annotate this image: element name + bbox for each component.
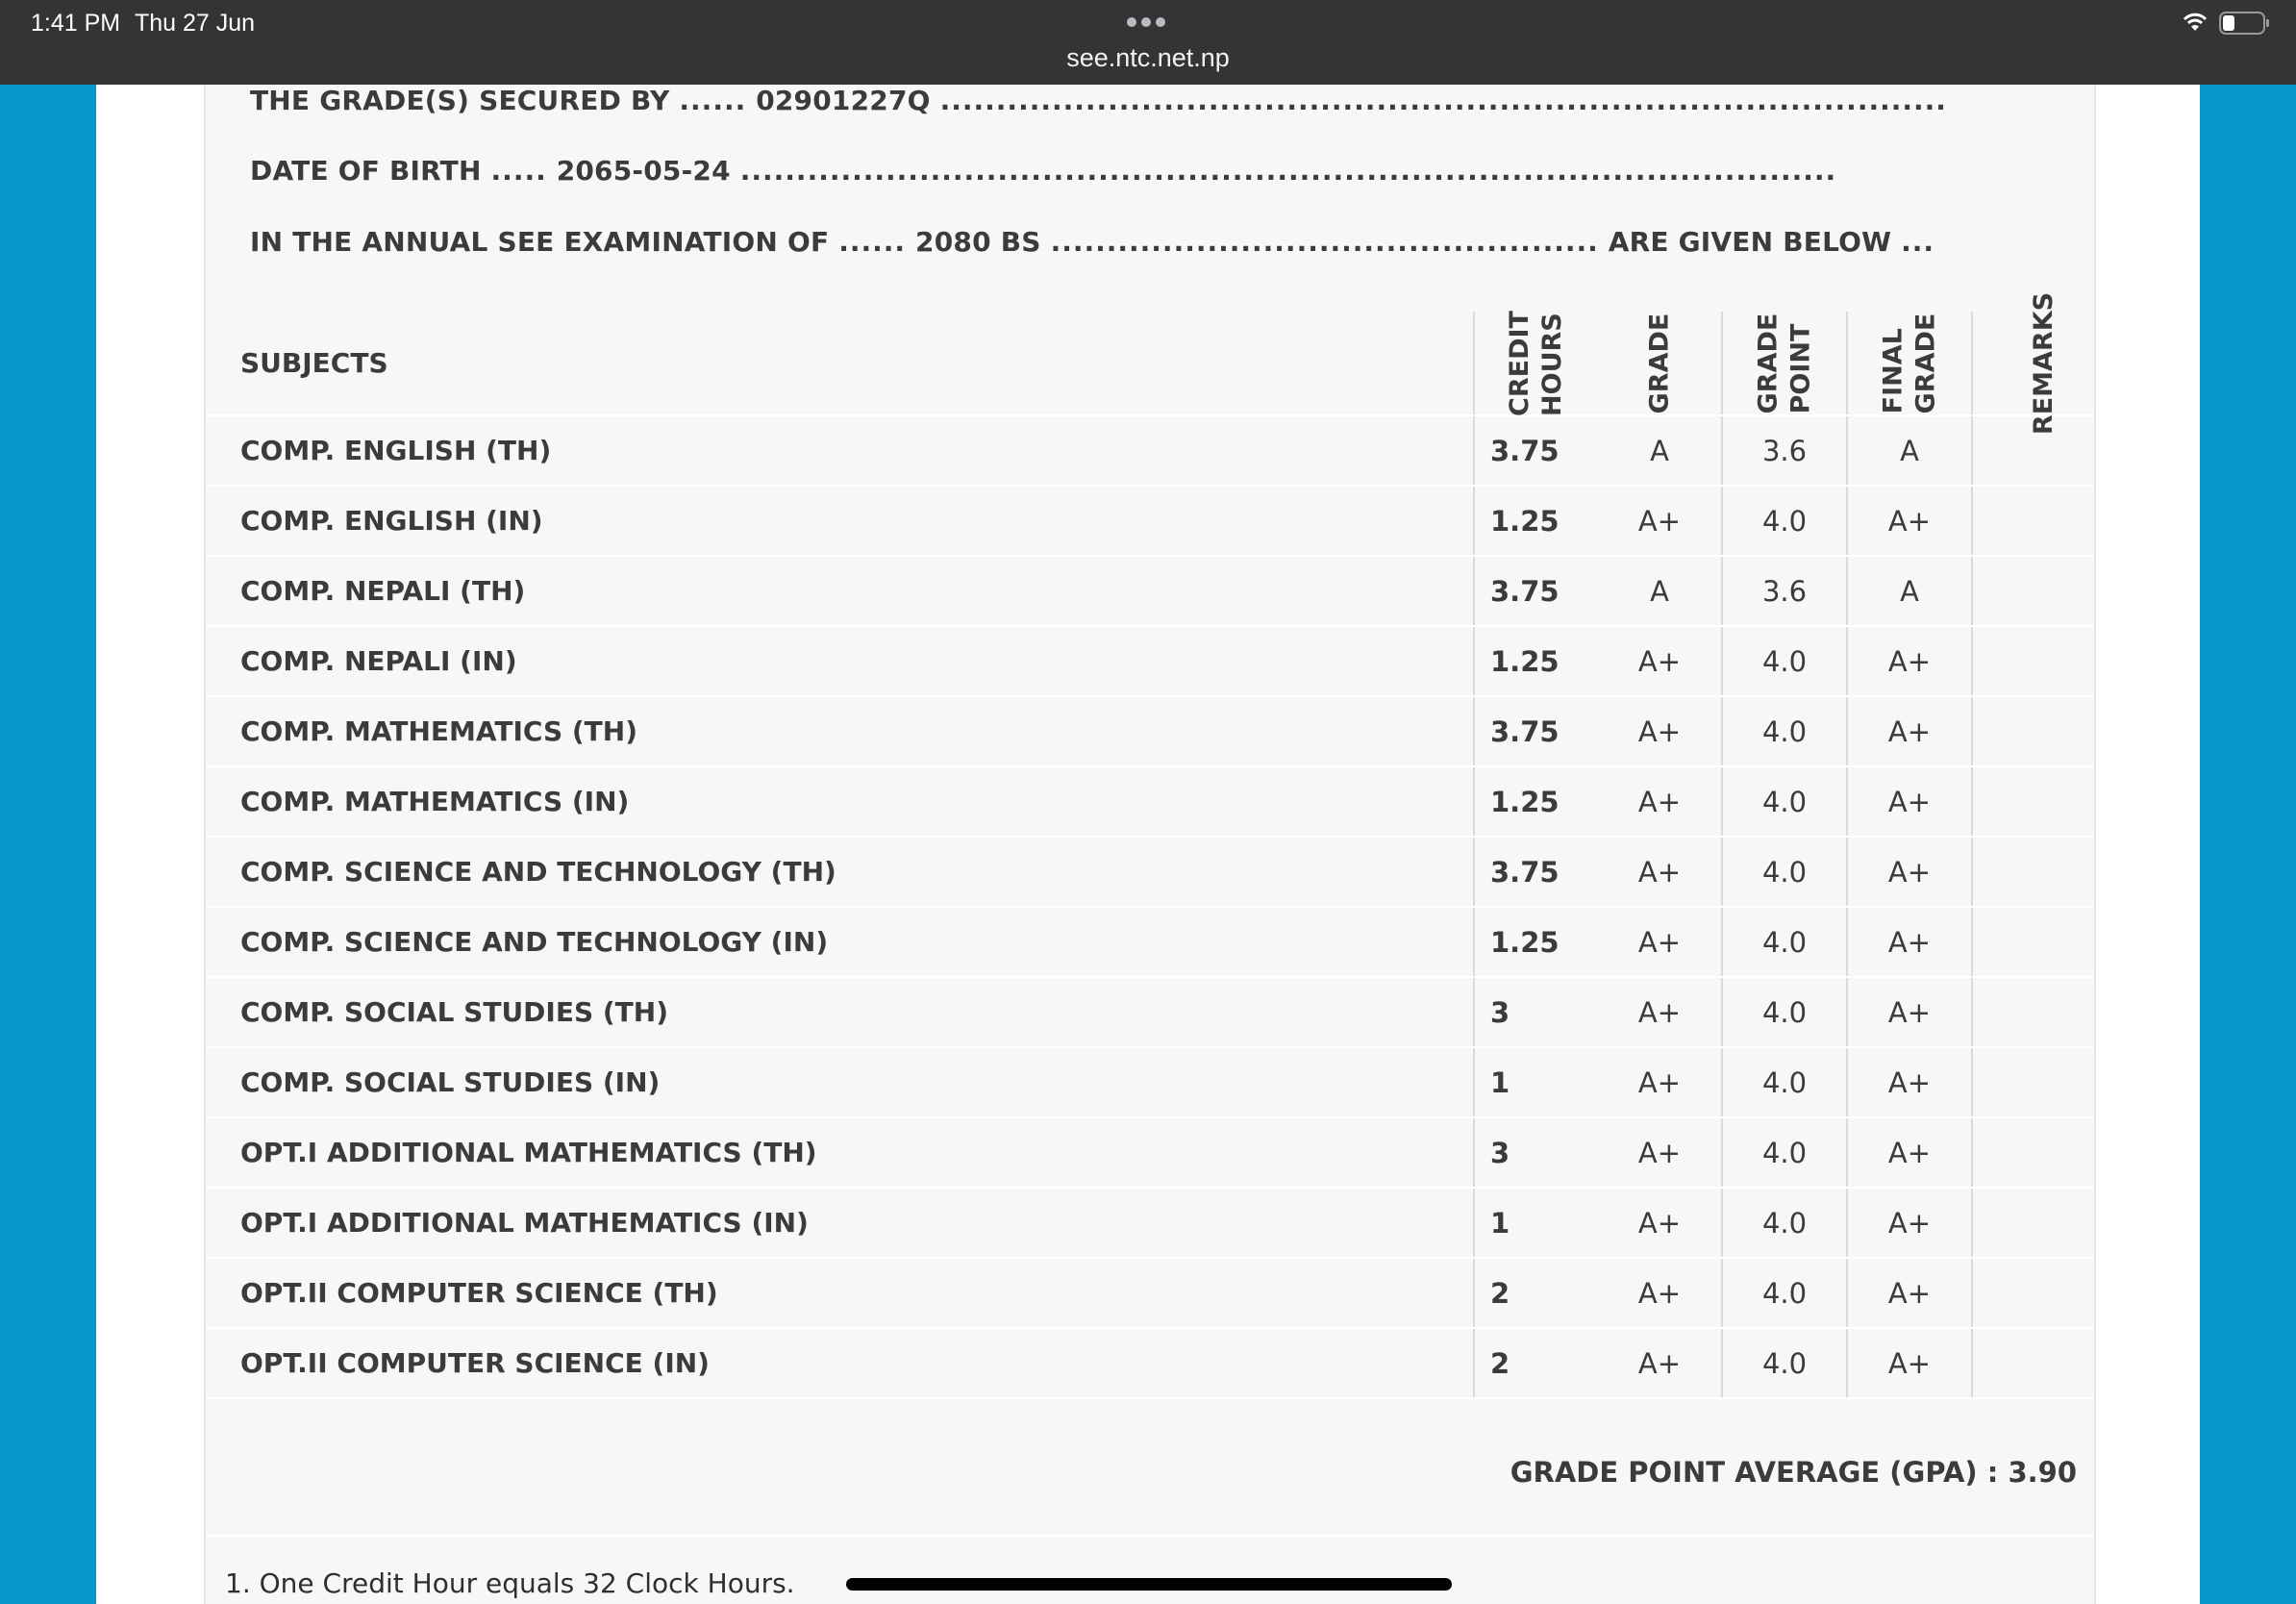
home-indicator[interactable] <box>846 1578 1452 1591</box>
web-page <box>96 85 2200 1604</box>
table-row <box>206 1258 2094 1328</box>
subject-cell: COMP. SOCIAL STUDIES (IN) <box>206 1047 1474 1117</box>
final-grade-cell: A+ <box>1847 1328 1972 1398</box>
dob-value: 2065-05-24 <box>556 155 731 187</box>
table-row <box>206 1047 2094 1117</box>
result-panel <box>204 85 2096 1604</box>
status-date: Thu 27 Jun <box>135 10 256 37</box>
leader-dots: ...... <box>679 85 747 116</box>
grade-cell: A+ <box>1598 1258 1722 1328</box>
subject-cell: OPT.II COMPUTER SCIENCE (IN) <box>206 1328 1474 1398</box>
subject-cell: COMP. NEPALI (TH) <box>206 556 1474 626</box>
final-grade-cell: A+ <box>1847 696 1972 766</box>
gpa-summary: GRADE POINT AVERAGE (GPA) : 3.90 <box>1510 1456 2077 1489</box>
grade-point-cell: 4.0 <box>1722 766 1847 837</box>
header-subjects: SUBJECTS <box>206 312 1474 415</box>
credit-hours-cell: 1.25 <box>1474 626 1598 696</box>
remarks-cell <box>1972 1188 2094 1258</box>
remarks-cell <box>1972 1258 2094 1328</box>
remarks-cell <box>1972 696 2094 766</box>
final-grade-cell: A+ <box>1847 1047 1972 1117</box>
wifi-icon <box>2181 10 2209 33</box>
dob-label: DATE OF BIRTH <box>250 155 482 187</box>
grade-point-cell: 4.0 <box>1722 837 1847 907</box>
table-row <box>206 1188 2094 1258</box>
header-grade-point: GRADE POINT <box>1753 313 1815 414</box>
grade-cell: A+ <box>1598 907 1722 977</box>
leader-dots: .................................................................................................. <box>739 155 1837 187</box>
remarks-cell <box>1972 766 2094 837</box>
remarks-cell <box>1972 486 2094 556</box>
subject-cell: COMP. MATHEMATICS (TH) <box>206 696 1474 766</box>
subject-cell: COMP. SCIENCE AND TECHNOLOGY (IN) <box>206 907 1474 977</box>
credit-hours-cell: 2 <box>1474 1328 1598 1398</box>
grade-cell: A+ <box>1598 1328 1722 1398</box>
grade-cell: A+ <box>1598 626 1722 696</box>
remarks-cell <box>1972 977 2094 1047</box>
header-final-grade: FINAL GRADE <box>1878 313 1940 414</box>
header-remarks: REMARKS <box>2029 291 2059 436</box>
final-grade-cell: A+ <box>1847 1258 1972 1328</box>
final-grade-cell: A+ <box>1847 626 1972 696</box>
grade-point-cell: 4.0 <box>1722 1328 1847 1398</box>
grade-cell: A+ <box>1598 1117 1722 1188</box>
grade-cell: A+ <box>1598 977 1722 1047</box>
address-bar-url[interactable]: see.ntc.net.np <box>1066 43 1230 72</box>
leader-dots: .......................................................................................... <box>939 85 1947 116</box>
remarks-cell <box>1972 1117 2094 1188</box>
final-grade-cell: A <box>1847 556 1972 626</box>
credit-hours-cell: 3.75 <box>1474 837 1598 907</box>
grades-table <box>206 291 2094 1399</box>
credit-hours-cell: 3 <box>1474 1117 1598 1188</box>
grade-cell: A <box>1598 415 1722 486</box>
grade-cell: A+ <box>1598 486 1722 556</box>
exam-suffix: ARE GIVEN BELOW <box>1608 226 1892 258</box>
credit-hours-cell: 3.75 <box>1474 696 1598 766</box>
credit-hour-note: 1. One Credit Hour equals 32 Clock Hours. <box>225 1567 795 1599</box>
grade-cell: A+ <box>1598 696 1722 766</box>
grade-point-cell: 4.0 <box>1722 486 1847 556</box>
grade-point-cell: 3.6 <box>1722 415 1847 486</box>
credit-hours-cell: 3.75 <box>1474 415 1598 486</box>
symbol-number: 02901227Q <box>756 85 931 116</box>
subject-cell: COMP. MATHEMATICS (IN) <box>206 766 1474 837</box>
leader-dots: ..... <box>490 155 547 187</box>
remarks-cell <box>1972 1328 2094 1398</box>
table-row <box>206 837 2094 907</box>
grade-cell: A <box>1598 556 1722 626</box>
grades-secured-line <box>250 85 1947 116</box>
final-grade-cell: A+ <box>1847 766 1972 837</box>
final-grade-cell: A+ <box>1847 977 1972 1047</box>
grade-point-cell: 4.0 <box>1722 1047 1847 1117</box>
header-credit-hours: CREDIT HOURS <box>1505 310 1567 416</box>
table-row <box>206 415 2094 486</box>
grade-cell: A+ <box>1598 1188 1722 1258</box>
final-grade-cell: A+ <box>1847 837 1972 907</box>
table-row <box>206 1117 2094 1188</box>
credit-hours-cell: 1 <box>1474 1047 1598 1117</box>
grade-cell: A+ <box>1598 1047 1722 1117</box>
table-row <box>206 486 2094 556</box>
table-row <box>206 696 2094 766</box>
credit-hours-cell: 2 <box>1474 1258 1598 1328</box>
subject-cell: COMP. SOCIAL STUDIES (TH) <box>206 977 1474 1047</box>
credit-hours-cell: 1.25 <box>1474 486 1598 556</box>
credit-hours-cell: 1.25 <box>1474 766 1598 837</box>
table-row <box>206 1328 2094 1398</box>
final-grade-cell: A+ <box>1847 486 1972 556</box>
grade-point-cell: 4.0 <box>1722 1188 1847 1258</box>
exam-label: IN THE ANNUAL SEE EXAMINATION OF <box>250 226 830 258</box>
remarks-cell <box>1972 1047 2094 1117</box>
table-row <box>206 907 2094 977</box>
remarks-cell <box>1972 907 2094 977</box>
grades-secured-label: THE GRADE(S) SECURED BY <box>250 85 670 116</box>
status-time: 1:41 PM <box>31 10 121 37</box>
exam-value: 2080 BS <box>915 226 1041 258</box>
table-row <box>206 977 2094 1047</box>
subject-cell: OPT.I ADDITIONAL MATHEMATICS (IN) <box>206 1188 1474 1258</box>
grade-cell: A+ <box>1598 837 1722 907</box>
final-grade-cell: A <box>1847 415 1972 486</box>
table-row <box>206 626 2094 696</box>
final-grade-cell: A+ <box>1847 1188 1972 1258</box>
grade-point-cell: 4.0 <box>1722 907 1847 977</box>
table-row <box>206 556 2094 626</box>
section-divider <box>206 1535 2094 1538</box>
grade-point-cell: 4.0 <box>1722 1258 1847 1328</box>
subject-cell: COMP. SCIENCE AND TECHNOLOGY (TH) <box>206 837 1474 907</box>
subject-cell: OPT.II COMPUTER SCIENCE (TH) <box>206 1258 1474 1328</box>
grade-point-cell: 4.0 <box>1722 1117 1847 1188</box>
grade-cell: A+ <box>1598 766 1722 837</box>
dob-line <box>250 155 1836 187</box>
remarks-cell <box>1972 556 2094 626</box>
battery-icon <box>2219 12 2271 35</box>
grade-point-cell: 4.0 <box>1722 626 1847 696</box>
leader-dots: ................................................. <box>1050 226 1599 258</box>
multitasking-dots-icon[interactable] <box>1127 17 1165 27</box>
credit-hours-cell: 1.25 <box>1474 907 1598 977</box>
credit-hours-cell: 1 <box>1474 1188 1598 1258</box>
final-grade-cell: A+ <box>1847 907 1972 977</box>
exam-line <box>250 226 1934 258</box>
remarks-cell <box>1972 626 2094 696</box>
leader-dots: ... <box>1901 226 1935 258</box>
header-grade: GRADE <box>1644 313 1674 414</box>
credit-hours-cell: 3 <box>1474 977 1598 1047</box>
status-bar <box>0 0 2296 85</box>
subject-cell: COMP. NEPALI (IN) <box>206 626 1474 696</box>
final-grade-cell: A+ <box>1847 1117 1972 1188</box>
subject-cell: COMP. ENGLISH (IN) <box>206 486 1474 556</box>
remarks-cell <box>1972 837 2094 907</box>
grade-point-cell: 4.0 <box>1722 696 1847 766</box>
subject-cell: COMP. ENGLISH (TH) <box>206 415 1474 486</box>
table-header-row <box>206 312 2094 415</box>
grade-point-cell: 3.6 <box>1722 556 1847 626</box>
leader-dots: ...... <box>838 226 907 258</box>
credit-hours-cell: 3.75 <box>1474 556 1598 626</box>
subject-cell: OPT.I ADDITIONAL MATHEMATICS (TH) <box>206 1117 1474 1188</box>
grade-point-cell: 4.0 <box>1722 977 1847 1047</box>
table-row <box>206 766 2094 837</box>
